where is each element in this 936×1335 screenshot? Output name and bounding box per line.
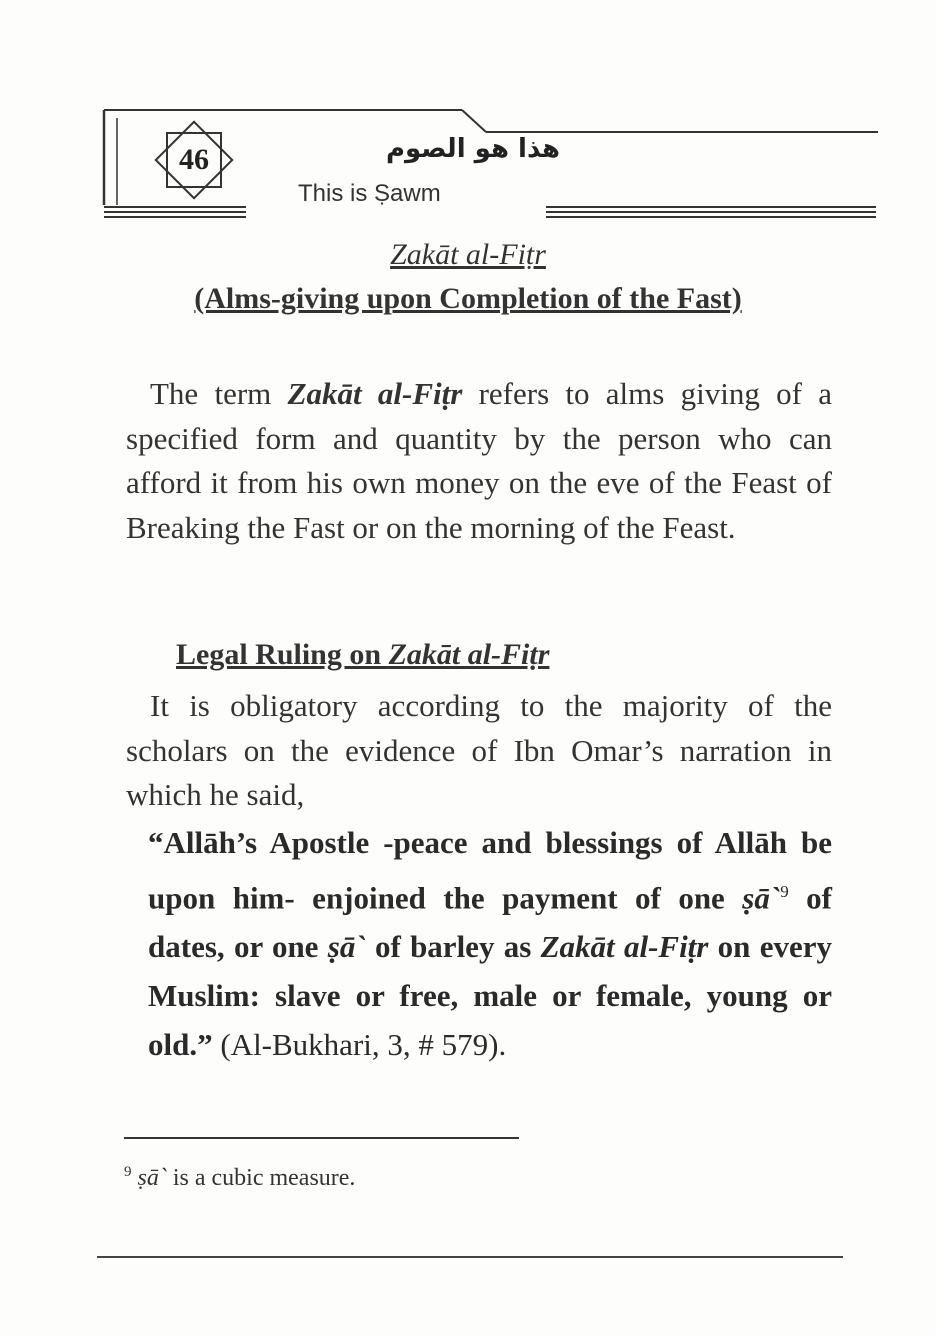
definition-pre: The term — [150, 376, 288, 411]
footnote-divider — [124, 1137, 519, 1139]
definition-term: Zakāt al-Fiṭr — [287, 376, 463, 411]
legal-ruling-heading-term: Zakāt al-Fiṭr — [388, 638, 550, 671]
header-frame — [0, 0, 936, 240]
quote-citation: (Al-Bukhari, 3, # 579). — [212, 1027, 507, 1063]
footnote-text: is a cubic measure. — [166, 1165, 356, 1191]
quote-unit2: ṣā` — [327, 929, 366, 965]
section-subtitle: (Alms-giving upon Completion of the Fast) — [194, 282, 742, 315]
page-number: 46 — [179, 143, 209, 176]
quote-part2: of dates, or one — [148, 880, 832, 965]
footnote — [124, 1164, 355, 1192]
arabic-book-title: هذا هو الصوم — [385, 134, 560, 164]
legal-ruling-heading-text: Legal Ruling on — [176, 638, 389, 671]
quote-term: Zakāt al-Fiṭr — [540, 929, 709, 965]
footnote-number: 9 — [124, 1164, 132, 1180]
book-title: This is Ṣawm — [298, 180, 441, 207]
footnote-term: ṣā` — [137, 1165, 167, 1191]
ruling-text: It is obligatory according to the majority of the scholars on the evidence of Ibn Omar’s narration in which he said, — [126, 688, 832, 812]
footnote-reference: 9 — [780, 882, 789, 901]
legal-ruling-heading — [176, 638, 549, 672]
quote-part4: on every Muslim: slave or free, male or female, young or old.” — [148, 929, 832, 1063]
page-bottom-rule — [97, 1256, 843, 1258]
ruling-paragraph — [126, 684, 832, 818]
quote-part1: “Allāh’s Apostle -peace and blessings of Allāh be upon him- enjoined the payment of one — [148, 825, 832, 916]
quote-unit1: ṣā` — [742, 880, 781, 916]
definition-paragraph — [126, 372, 832, 550]
hadith-quote — [148, 818, 832, 1069]
quote-part3: of barley as — [365, 929, 541, 965]
section-title: Zakāt al-Fiṭr — [390, 238, 546, 271]
definition-body: refers to alms giving of a specified form and quantity by the person who can afford it from his own money on the eve of the Feast of Breaking the Fast or on the morning of the Feast. — [126, 376, 832, 545]
